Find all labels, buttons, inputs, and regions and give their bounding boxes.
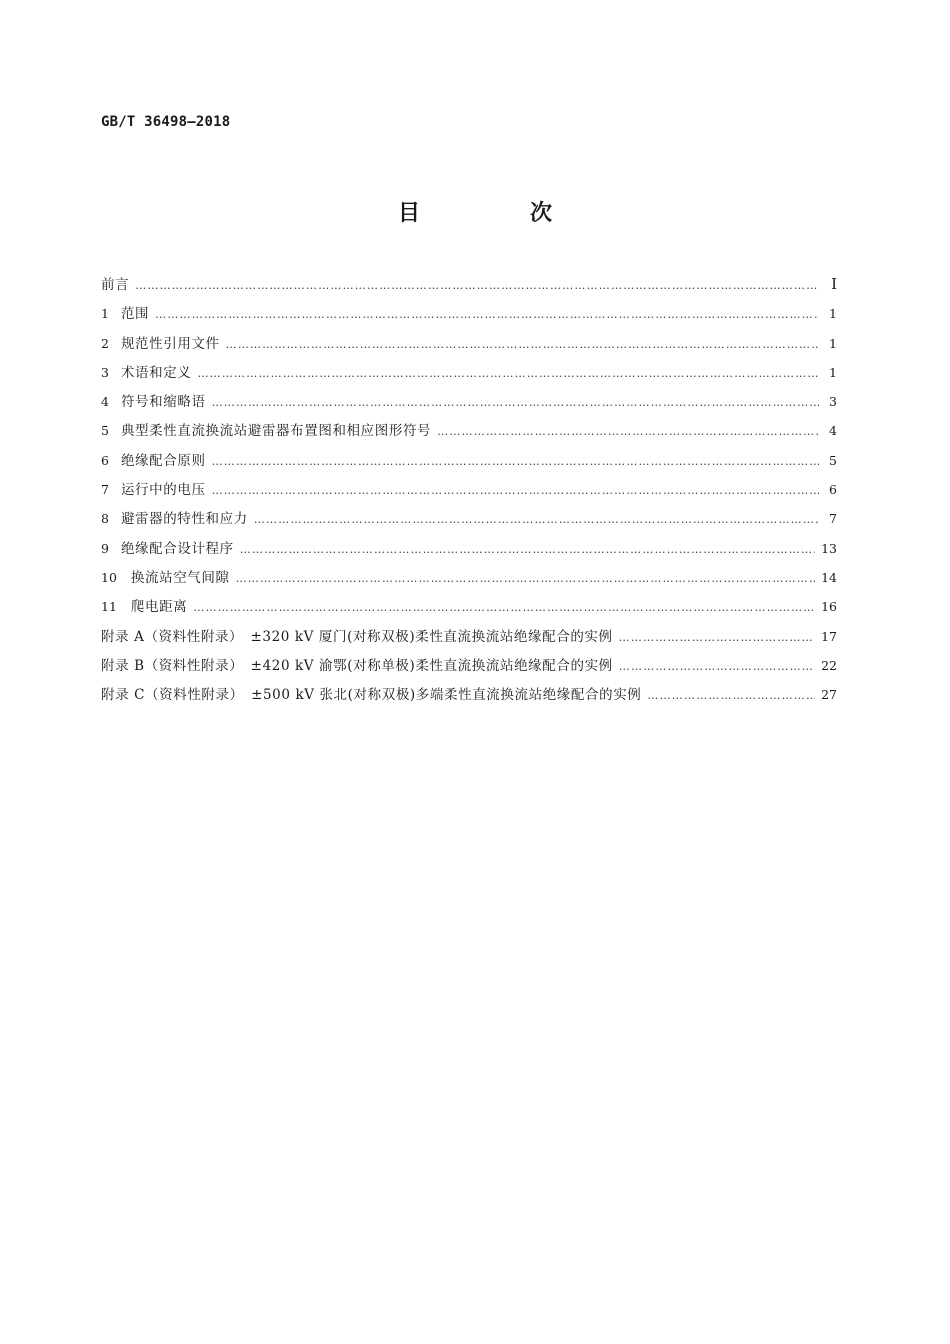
toc-entry-page: 22: [821, 657, 837, 673]
toc-entry-number: 5: [101, 423, 109, 439]
toc-entry-page: 4: [829, 423, 837, 439]
toc-entry-number: 9: [101, 540, 109, 556]
toc-entry-page: 16: [821, 599, 837, 615]
toc-leader-dots: [212, 476, 819, 505]
toc-entry-number: 11: [101, 599, 117, 615]
toc-leader-dots: [647, 681, 815, 710]
toc-entry-5[interactable]: [101, 416, 837, 445]
toc-entry-9[interactable]: [101, 534, 837, 563]
toc-entry-page: 5: [829, 452, 837, 468]
toc-leader-dots: [155, 300, 819, 329]
toc-leader-dots: [619, 652, 815, 681]
toc-entry-number: 2: [101, 335, 109, 351]
toc-entry-label: 范围: [120, 306, 150, 323]
toc-entry-6[interactable]: [101, 446, 837, 475]
toc-entry-label: 附录 B（资料性附录） ±420 kV 渝鄂(对称单极)柔性直流换流站绝缘配合的实例: [101, 657, 613, 674]
toc-entry-4[interactable]: [101, 387, 837, 416]
toc-entry-number: 8: [101, 511, 109, 527]
table-of-contents: [101, 270, 837, 709]
toc-entry-number: 10: [101, 569, 117, 585]
toc-leader-dots: [254, 505, 819, 534]
toc-entry-page: 14: [821, 569, 837, 585]
toc-entry-label: 爬电距离: [130, 599, 188, 616]
toc-entry-page: 27: [821, 687, 837, 703]
toc-entry-label: 术语和定义: [120, 364, 192, 381]
toc-leader-dots: [619, 623, 815, 652]
toc-entry-label: 附录 A（资料性附录） ±320 kV 厦门(对称双极)柔性直流换流站绝缘配合的实例: [101, 628, 613, 645]
toc-leader-dots: [212, 447, 819, 476]
toc-leader-dots: [226, 330, 819, 359]
toc-entry-page: 6: [829, 482, 837, 498]
toc-leader-dots: [197, 359, 819, 388]
toc-entry-appendix-c[interactable]: [101, 680, 837, 709]
toc-entry-label: 前言: [101, 277, 130, 293]
toc-entry-1[interactable]: [101, 299, 837, 328]
toc-title: 目 次: [397, 201, 596, 226]
toc-entry-2[interactable]: [101, 329, 837, 358]
toc-entry-label: 绝缘配合设计程序: [120, 540, 234, 557]
toc-entry-number: 6: [101, 452, 109, 468]
toc-entry-label: 符号和缩略语: [120, 394, 206, 411]
toc-entry-appendix-a[interactable]: [101, 622, 837, 651]
document-code: GB/T 36498—2018: [101, 114, 231, 130]
toc-leader-dots: [135, 271, 819, 300]
toc-entry-page: 13: [821, 540, 837, 556]
toc-entry-label: 避雷器的特性和应力: [120, 511, 248, 528]
toc-entry-number: 3: [101, 364, 109, 380]
toc-entry-page: 7: [829, 511, 837, 527]
toc-entry-page: Ⅰ: [831, 275, 837, 293]
toc-entry-page: 1: [829, 306, 837, 322]
toc-entry-page: 17: [821, 628, 837, 644]
toc-entry-label: 换流站空气间隙: [130, 569, 230, 586]
toc-leader-dots: [212, 388, 819, 417]
toc-entry-7[interactable]: [101, 475, 837, 504]
toc-leader-dots: [193, 593, 815, 622]
toc-entry-10[interactable]: [101, 563, 837, 592]
toc-entry-page: 3: [829, 394, 837, 410]
toc-entry-number: 1: [101, 306, 109, 322]
toc-entry-3[interactable]: [101, 358, 837, 387]
toc-entry-label: 规范性引用文件: [120, 335, 220, 352]
toc-entry-label: 运行中的电压: [120, 482, 206, 499]
toc-entry-label: 典型柔性直流换流站避雷器布置图和相应图形符号: [120, 423, 432, 440]
toc-entry-label: 绝缘配合原则: [120, 452, 206, 469]
toc-entry-11[interactable]: [101, 592, 837, 621]
toc-entry-foreword[interactable]: [101, 270, 837, 299]
toc-entry-number: 7: [101, 482, 109, 498]
toc-leader-dots: [240, 535, 815, 564]
toc-leader-dots: [236, 564, 815, 593]
toc-entry-number: 4: [101, 394, 109, 410]
toc-entry-8[interactable]: [101, 504, 837, 533]
toc-entry-page: 1: [829, 364, 837, 380]
toc-entry-appendix-b[interactable]: [101, 651, 837, 680]
toc-entry-page: 1: [829, 335, 837, 351]
toc-entry-label: 附录 C（资料性附录） ±500 kV 张北(对称双极)多端柔性直流换流站绝缘配合的实例: [101, 687, 642, 704]
toc-leader-dots: [437, 417, 819, 446]
